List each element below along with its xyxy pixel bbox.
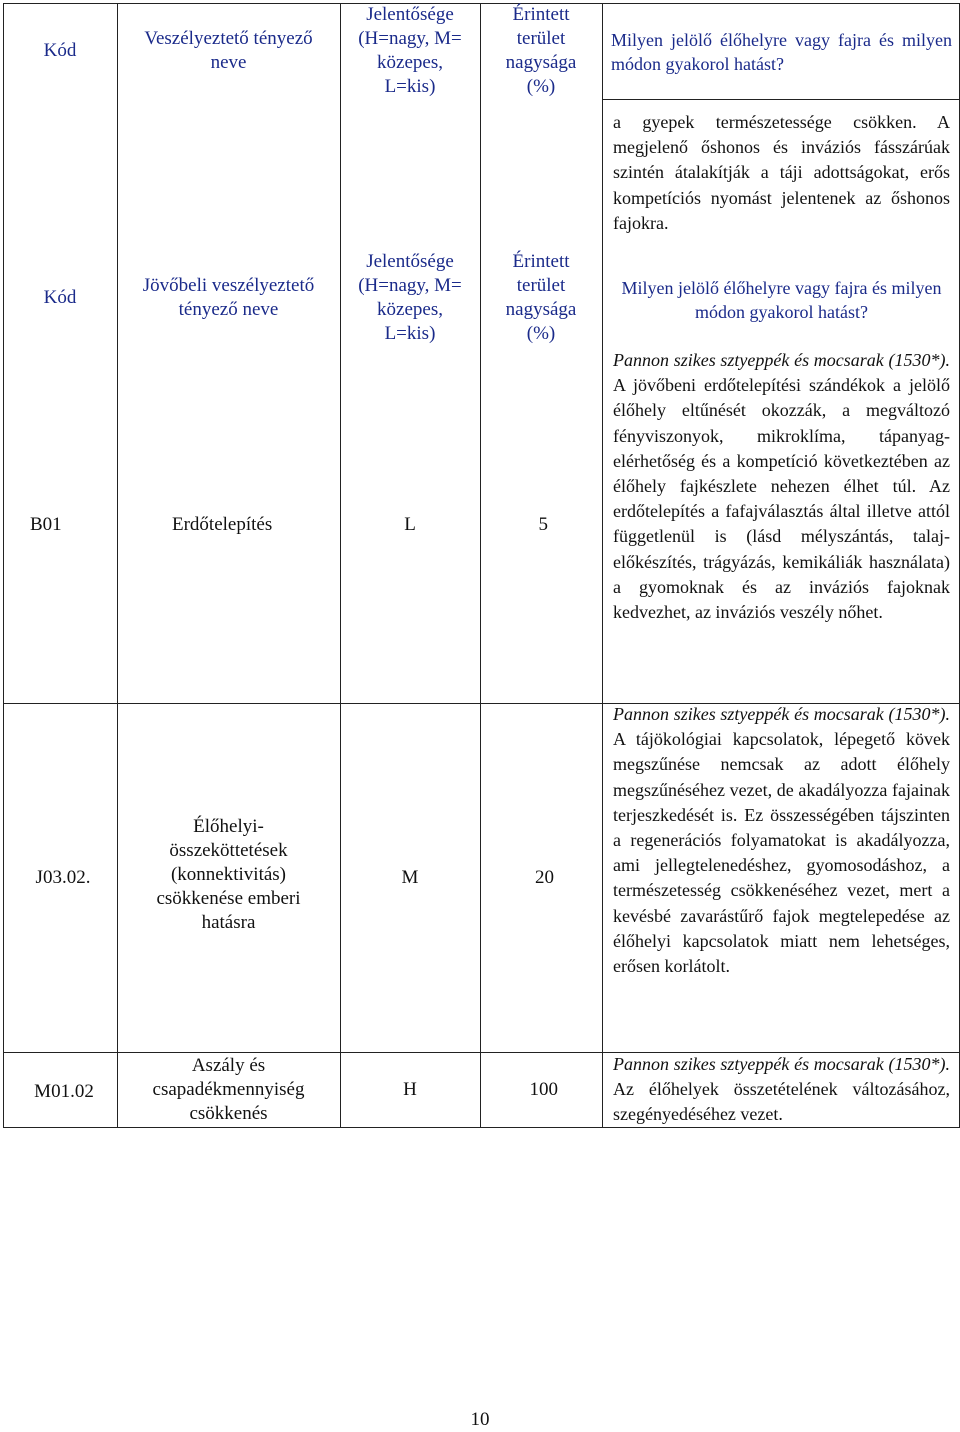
header2-importance: Jelentősége (H=nagy, M= közepes, L=kis) bbox=[358, 251, 462, 344]
row-m0102-importance: H bbox=[403, 1079, 417, 1100]
row-b01-habitat: Pannon szikes sztyeppék és mocsarak (1530*). bbox=[613, 350, 950, 370]
row-m0102-code: M01.02 bbox=[34, 1081, 94, 1102]
row-b01-name: Erdőtelepítés bbox=[172, 514, 273, 535]
header2-factor-name: Jövőbeli veszélyeztető tényező neve bbox=[142, 275, 315, 320]
row-m0102-effect: Pannon szikes sztyeppék és mocsarak (1530*). Az élőhelyek összetételének változásához, szegényedéséhez vezet. bbox=[613, 1054, 950, 1125]
row-b01-effect: Pannon szikes sztyeppék és mocsarak (1530*). A jövőbeni erdőtelepítési szándékok a jelölő élőhely eltűnését okozzák, a megváltozó fényviszonyok, mikroklíma, tápanyag-elérhetőség és a kompetíció következtében az élőhely fajkészlete nehezen élhet túl. Az erdőtelepítés a fafajválasztás által illetve attól függetlenül is (lásd mélyszántás, talaj-előkészítés, trágyázás, kemikáliák használata) a gyomoknak és az inváziós fajoknak kedvezhet, az inváziós veszély nőhet. bbox=[613, 350, 950, 623]
header1-importance: Jelentősége (H=nagy, M= közepes, L=kis) bbox=[358, 4, 462, 97]
row-j0302-code: J03.02. bbox=[35, 867, 91, 888]
row-m0102-habitat: Pannon szikes sztyeppék és mocsarak (1530*). bbox=[613, 1054, 950, 1074]
continuation-text: a gyepek természetessége csökken. A megjelenő őshonos és inváziós fásszárúak szintén átalakítják a táji adottságokat, erős kompetíciós nyomást jelentenek az őshonos fajokra. bbox=[613, 112, 950, 233]
header2-code: Kód bbox=[43, 287, 77, 308]
row-j0302-importance: M bbox=[401, 867, 419, 888]
header2-area: Érintett terület nagysága (%) bbox=[505, 251, 577, 344]
row-j0302-habitat: Pannon szikes sztyeppék és mocsarak (1530*). bbox=[613, 704, 950, 724]
header1-factor-name: Veszélyeztető tényező neve bbox=[144, 28, 313, 73]
table-border-col1 bbox=[117, 3, 118, 1128]
header1-code: Kód bbox=[43, 40, 77, 61]
row-b01-area: 5 bbox=[538, 514, 548, 535]
row-j0302-effect: Pannon szikes sztyeppék és mocsarak (1530*). A tájökológiai kapcsolatok, lépegető kövek megszűnése nemcsak az adott élőhely megszűnéséhez vezet, de akadályozza fajainak terjeszkedését is. Ez összességében tájszinten a regenerációs folyamatokat is akadályozza, ami jellegtelenedéshez, gyomosodáshoz, a természetesség csökkenéséhez vezet, mert a kevésbé zavarástűrő fajok megtelepedése az élőhelyi kapcsolatok miatt nem lehetséges, erősen korlátolt. bbox=[613, 704, 950, 977]
row-j0302-name: Élőhelyi-összeköttetések (konnektivitás) csökkenése emberi hatásra bbox=[156, 816, 301, 933]
header1-question: Milyen jelölő élőhelyre vagy fajra és milyen módon gyakorol hatást? bbox=[611, 30, 952, 74]
header2-question: Milyen jelölő élőhelyre vagy fajra és milyen módon gyakorol hatást? bbox=[621, 278, 942, 322]
row-j0302-area: 20 bbox=[535, 867, 554, 888]
row-b01-importance: L bbox=[404, 514, 416, 535]
row-m0102-area: 100 bbox=[529, 1079, 558, 1100]
header1-area: Érintett terület nagysága (%) bbox=[505, 4, 577, 97]
row-m0102-name: Aszály és csapadékmennyiség csökkenés bbox=[152, 1055, 305, 1124]
table-border-header1-bottom bbox=[602, 99, 960, 100]
page-number: 10 bbox=[470, 1409, 490, 1430]
row-b01-code: B01 bbox=[30, 514, 62, 535]
